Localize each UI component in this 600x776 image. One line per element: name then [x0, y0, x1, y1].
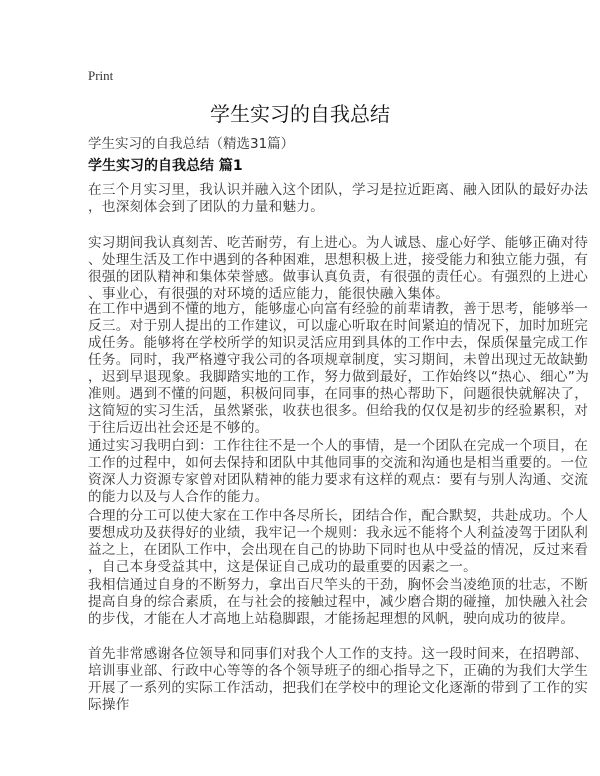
paragraph [88, 646, 589, 714]
paragraph-line: 、事业心，有很强的对环境的适应能力，能很快融入集体。 [88, 286, 450, 302]
paragraph-line: 要想成功及获得好的业绩，我牢记一个规则：我永远不能将个人利益凌驾于团队利 [88, 525, 589, 541]
paragraph-line: 这简短的实习生活，虽然紧张，收获也很多。但给我的仅仅是初步的经验累积，对 [88, 403, 589, 419]
paragraph-line: 任务。同时，我严格遵守我公司的各项规章制度，实习期间，未曾出现过无故缺勤 [88, 352, 589, 368]
paragraph-line: 通过实习我明白到：工作往往不是一个人的事情，是一个团队在完成一个项目，在 [88, 438, 589, 454]
paragraph-line: ，自己本身受益其中，这是保证自己成功的最重要的因素之一。 [88, 559, 478, 575]
paragraph-line: 首先非常感谢各位领导和同事们对我个人工作的支持。这一段时间来，在招聘部、 [88, 646, 589, 662]
paragraph-line: 准则。遇到不懂的问题，积极问同事，在同事的热心帮助下，问题很快就解决了， [88, 386, 589, 402]
paragraph-line: ，也深刻体会到了团队的力量和魅力。 [88, 199, 325, 215]
paragraph [88, 438, 589, 506]
paragraph [88, 508, 589, 576]
paragraph-line: 成任务。能够将在学校所学的知识灵活应用到具体的工作中去，保质保量完成工作 [88, 335, 589, 351]
paragraph-line: 的步伐，才能在人才高地上站稳脚跟，才能扬起理想的风帆，驶向成功的彼岸。 [88, 611, 575, 627]
paragraph-line: 提高自身的综合素质，在与社会的接触过程中，减少磨合期的碰撞，加快融入社会 [88, 594, 589, 610]
paragraph-line: 在三个月实习里，我认识并融入这个团队，学习是拉近距离、融入团队的最好办法 [88, 182, 589, 198]
paragraph [88, 577, 589, 628]
paragraph [88, 235, 589, 303]
paragraph-line: 实习期间我认真刻苦、吃苦耐劳，有上进心。为人诚恳、虚心好学、能够正确对待 [88, 235, 589, 251]
paragraph-line: 反三。对于别人提出的工作建议，可以虚心听取在时间紧迫的情况下，加时加班完 [88, 318, 589, 334]
paragraph-line: 培训事业部、行政中心等等的各个领导班子的细心指导之下，正确的为我们大学生 [88, 663, 589, 679]
document-subtitle: 学生实习的自我总结（精选31篇） [88, 136, 295, 152]
document-title: 学生实习的自我总结 [210, 102, 390, 126]
paragraph-line: ，迟到早退现象。我脚踏实地的工作，努力做到最好，工作始终以“热心、细心”为 [88, 369, 589, 385]
paragraph [88, 182, 589, 216]
paragraph-line: 工作的过程中，如何去保持和团队中其他同事的交流和沟通也是相当重要的。一位 [88, 455, 589, 471]
paragraph-line: 开展了一系列的实际工作活动，把我们在学校中的理论文化逐渐的带到了工作的实 [88, 680, 589, 696]
paragraph-line: 在工作中遇到不懂的地方，能够虚心向富有经验的前辈请教，善于思考，能够举一 [88, 301, 589, 317]
section-heading: 学生实习的自我总结 篇1 [88, 158, 243, 174]
paragraph-line: 很强的团队精神和集体荣誉感。做事认真负责，有很强的责任心。有强烈的上进心 [88, 269, 589, 285]
paragraph-line: 资深人力资源专家曾对团队精神的能力要求有这样的观点：要有与别人沟通、交流 [88, 472, 589, 488]
paragraph-line: 我相信通过自身的不断努力，拿出百尺竿头的干劲，胸怀会当凌绝顶的壮志，不断 [88, 577, 589, 593]
paragraph-line: 合理的分工可以使大家在工作中各尽所长，团结合作，配合默契，共赴成功。个人 [88, 508, 589, 524]
paragraph-line: 于往后迈出社会还是不够的。 [88, 420, 269, 436]
paragraph-line: 益之上，在团队工作中，会出现在自己的协助下同时也从中受益的情况，反过来看 [88, 542, 589, 558]
paragraph-line: 的能力以及与人合作的能力。 [88, 489, 269, 505]
paragraph-line: 、处理生活及工作中遇到的各种困难，思想积极上进，接受能力和独立能力强，有 [88, 252, 589, 268]
paragraph [88, 301, 589, 437]
print-link[interactable]: Print [88, 68, 114, 83]
paragraph-line: 际操作 [88, 697, 130, 713]
